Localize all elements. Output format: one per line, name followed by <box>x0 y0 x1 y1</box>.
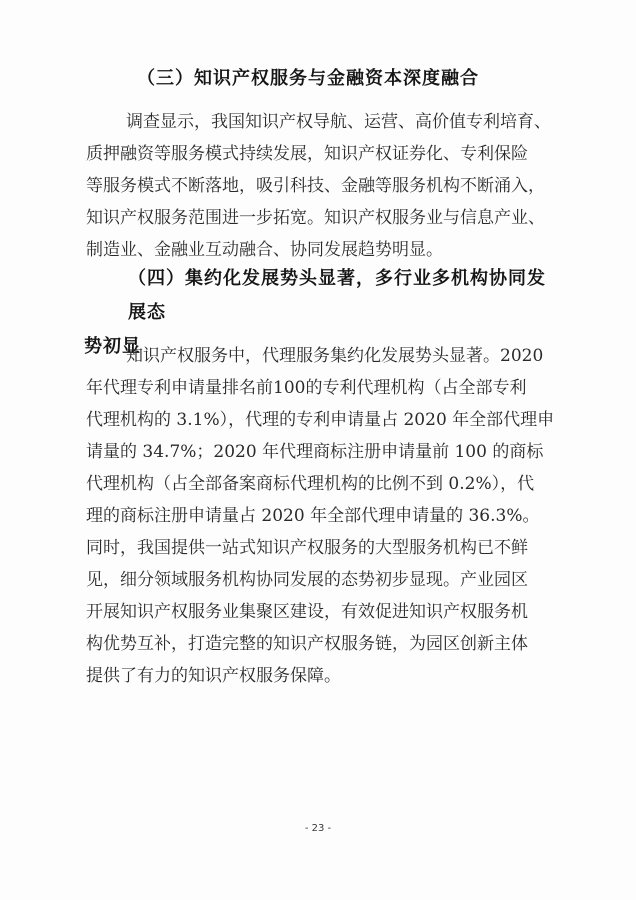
paragraph-line: 调查显示，我国知识产权导航、运营、高价值专利培育、 <box>126 112 551 132</box>
paragraph-line: 同时，我国提供一站式知识产权服务的大型服务机构已不鲜 <box>86 538 528 558</box>
section-heading-4-line-2: 势初显 <box>84 336 141 357</box>
section-heading-3: （三）知识产权服务与金融资本深度融合 <box>137 68 479 89</box>
paragraph-line: 见，细分领域服务机构协同发展的态势初步显现。产业园区 <box>86 570 528 590</box>
paragraph-line: 构优势互补，打造完整的知识产权服务链，为园区创新主体 <box>86 634 528 654</box>
paragraph-line: 代理机构（占全部备案商标代理机构的比例不到 0.2%），代 <box>86 474 535 494</box>
page-number: - 23 - <box>304 823 332 834</box>
paragraph-line: 理的商标注册申请量占 2020 年全部代理申请量的 36.3%。 <box>86 506 540 526</box>
section-heading-4-line-1: （四）集约化发展势头显著，多行业多机构协同发展态 <box>128 268 546 323</box>
paragraph-line: 代理机构的 3.1%），代理的专利申请量占 2020 年全部代理申 <box>86 410 555 430</box>
paragraph-line: 提供了有力的知识产权服务保障。 <box>86 666 341 686</box>
paragraph-line: 年代理专利申请量排名前100的专利代理机构（占全部专利 <box>86 378 527 398</box>
paragraph-line: 请量的 34.7%；2020 年代理商标注册申请量前 100 的商标 <box>86 442 544 462</box>
paragraph-line: 知识产权服务中，代理服务集约化发展势头显著。2020 <box>126 346 544 366</box>
paragraph-line: 开展知识产权服务业集聚区建设，有效促进知识产权服务机 <box>86 602 528 622</box>
paragraph-line: 制造业、金融业互动融合、协同发展趋势明显。 <box>86 240 443 260</box>
paragraph-line: 等服务模式不断落地，吸引科技、金融等服务机构不断涌入， <box>86 176 545 196</box>
section-3-paragraph <box>86 106 556 266</box>
paragraph-line: 质押融资等服务模式持续发展，知识产权证券化、专利保险 <box>86 144 528 164</box>
section-4-paragraph <box>86 340 556 692</box>
paragraph-line: 知识产权服务范围进一步拓宽。知识产权服务业与信息产业、 <box>86 208 545 228</box>
